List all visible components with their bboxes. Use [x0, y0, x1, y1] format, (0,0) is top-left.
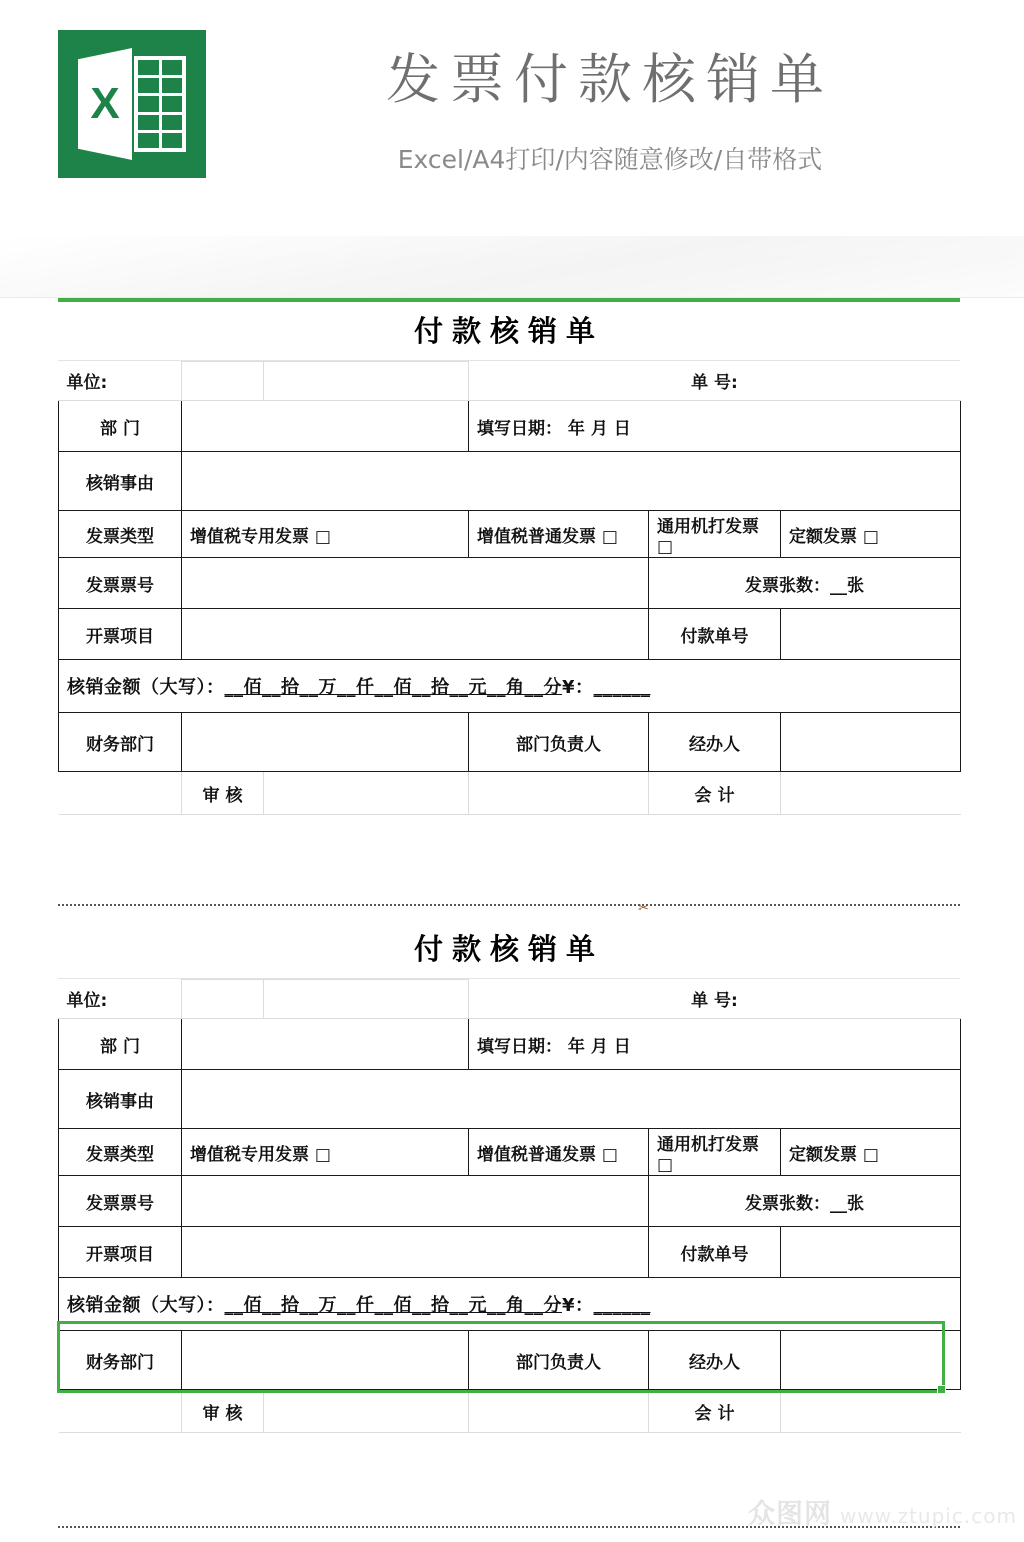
unit-value-ext[interactable]	[264, 980, 469, 1019]
amount-units: __佰__拾__万__仟__佰__拾__元__角__分	[224, 1295, 562, 1316]
doc-no-label: 单 号:	[649, 362, 781, 401]
unit-label: 单位:	[59, 362, 182, 401]
handler-value[interactable]	[781, 713, 961, 772]
reason-label: 核销事由	[59, 452, 182, 511]
watermark-site: www.ztupic.com	[840, 1504, 1017, 1528]
department-value[interactable]	[182, 401, 469, 452]
auditor-label: 审 核	[182, 1390, 264, 1433]
payment-no-value[interactable]	[781, 609, 961, 660]
finance-dept-value[interactable]	[182, 1331, 469, 1390]
payment-no-label: 付款单号	[649, 609, 781, 660]
dept-head-label: 部门负责人	[469, 713, 649, 772]
cut-line-dashes	[58, 904, 960, 906]
dept-head-value[interactable]	[649, 713, 781, 772]
table-row-unit	[59, 362, 961, 401]
amount-currency: ¥：	[562, 1295, 594, 1316]
handler-label: 经办人	[689, 1352, 740, 1373]
reason-value[interactable]	[182, 452, 961, 511]
audit-blank-left	[59, 1390, 182, 1433]
table-row-reason	[59, 452, 961, 511]
doc-no-label: 单 号:	[649, 980, 781, 1019]
table-row-amount	[59, 660, 961, 713]
invoice-no-label: 发票票号	[59, 1176, 182, 1227]
billing-item-label: 开票项目	[59, 1227, 182, 1278]
promo-subtitle: Excel/A4打印/内容随意修改/自带格式	[397, 145, 823, 174]
audit-blank-mid	[469, 1390, 649, 1433]
payment-no-label: 付款单号	[649, 1227, 781, 1278]
amount-currency: ¥：	[562, 677, 594, 698]
form-table-2	[58, 979, 961, 1433]
auditor-label: 审 核	[182, 772, 264, 815]
watermark	[748, 1492, 1017, 1531]
dept-head-label: 部门负责人	[469, 1331, 649, 1390]
auditor-value[interactable]	[264, 1390, 469, 1433]
table-row-amount-selected	[59, 1278, 961, 1331]
table-row-invoice-no	[59, 1176, 961, 1227]
payment-writeoff-form-bottom	[58, 920, 960, 1433]
table-row-reason	[59, 1070, 961, 1129]
invoice-type-option-0[interactable]: 增值税专用发票 □	[182, 1129, 469, 1176]
audit-blank-left	[59, 772, 182, 815]
audit-blank-mid	[469, 772, 649, 815]
unit-label: 单位:	[59, 980, 182, 1019]
cut-line	[58, 896, 960, 918]
watermark-brand: 众图网	[748, 1499, 832, 1530]
billing-item-value[interactable]	[182, 1227, 649, 1278]
fill-date-label: 填写日期： 年 月 日	[469, 1019, 961, 1070]
invoice-type-option-2[interactable]: 通用机打发票 □	[649, 511, 781, 558]
accountant-value[interactable]	[781, 1390, 961, 1433]
unit-value[interactable]	[182, 362, 264, 401]
department-label: 部 门	[59, 401, 182, 452]
table-row-audit	[59, 772, 961, 815]
table-row-department	[59, 1019, 961, 1070]
scissors-icon: ✂	[638, 900, 648, 915]
reason-value[interactable]	[182, 1070, 961, 1129]
dept-head-value[interactable]	[649, 1331, 781, 1390]
invoice-count-label: 发票张数：__张	[649, 558, 961, 609]
form-title: 付款核销单	[58, 302, 960, 361]
amount-label: 核销金额（大写）：	[67, 1295, 225, 1316]
department-value[interactable]	[182, 1019, 469, 1070]
invoice-count-label: 发票张数：__张	[649, 1176, 961, 1227]
accountant-label: 会 计	[649, 1390, 781, 1433]
table-row-invoice-type	[59, 1129, 961, 1176]
handler-label: 经办人	[689, 734, 740, 755]
table-row-invoice-no	[59, 558, 961, 609]
invoice-type-option-3[interactable]: 定额发票 □	[781, 511, 961, 558]
fill-date-label: 填写日期： 年 月 日	[469, 401, 961, 452]
invoice-type-label: 发票类型	[59, 1129, 182, 1176]
handler-value[interactable]	[781, 1331, 961, 1390]
table-row-signatures	[59, 713, 961, 772]
invoice-type-option-1[interactable]: 增值税普通发票 □	[469, 1129, 649, 1176]
invoice-no-value[interactable]	[182, 1176, 649, 1227]
unit-value[interactable]	[182, 980, 264, 1019]
doc-no-label-cell	[469, 362, 649, 401]
invoice-no-label: 发票票号	[59, 558, 182, 609]
amount-blank[interactable]: ______	[593, 677, 651, 698]
invoice-type-option-0[interactable]: 增值税专用发票 □	[182, 511, 469, 558]
unit-value-ext[interactable]	[264, 362, 469, 401]
doc-no-label-cell	[469, 980, 649, 1019]
invoice-type-option-2[interactable]: 通用机打发票 □	[649, 1129, 781, 1176]
table-row-billing-item	[59, 1227, 961, 1278]
finance-dept-label: 财务部门	[59, 713, 182, 772]
amount-cell[interactable]	[59, 660, 961, 713]
invoice-no-value[interactable]	[182, 558, 649, 609]
excel-icon-letter: X	[90, 79, 120, 128]
table-row-invoice-type	[59, 511, 961, 558]
table-row-audit	[59, 1390, 961, 1433]
table-row-unit	[59, 980, 961, 1019]
payment-no-value[interactable]	[781, 1227, 961, 1278]
billing-item-label: 开票项目	[59, 609, 182, 660]
reason-label: 核销事由	[59, 1070, 182, 1129]
payment-writeoff-form-top	[58, 298, 960, 815]
accountant-value[interactable]	[781, 772, 961, 815]
finance-dept-value[interactable]	[182, 713, 469, 772]
amount-cell[interactable]	[59, 1278, 961, 1331]
table-row-billing-item	[59, 609, 961, 660]
amount-label: 核销金额（大写）：	[67, 677, 225, 698]
billing-item-value[interactable]	[182, 609, 649, 660]
doc-no-value[interactable]	[781, 980, 961, 1019]
form-title-2: 付款核销单	[58, 920, 960, 979]
promo-title: 发票付款核销单	[386, 48, 834, 111]
invoice-type-option-3[interactable]: 定额发票 □	[781, 1129, 961, 1176]
invoice-type-label: 发票类型	[59, 511, 182, 558]
auditor-value[interactable]	[264, 772, 469, 815]
form-table	[58, 361, 961, 815]
amount-blank[interactable]: ______	[593, 1295, 651, 1316]
doc-no-value[interactable]	[781, 362, 961, 401]
invoice-type-option-1[interactable]: 增值税普通发票 □	[469, 511, 649, 558]
table-row-department	[59, 401, 961, 452]
finance-dept-label: 财务部门	[59, 1331, 182, 1390]
department-label: 部 门	[59, 1019, 182, 1070]
amount-units: __佰__拾__万__仟__佰__拾__元__角__分	[224, 677, 562, 698]
accountant-label: 会 计	[649, 772, 781, 815]
table-row-signatures	[59, 1331, 961, 1390]
